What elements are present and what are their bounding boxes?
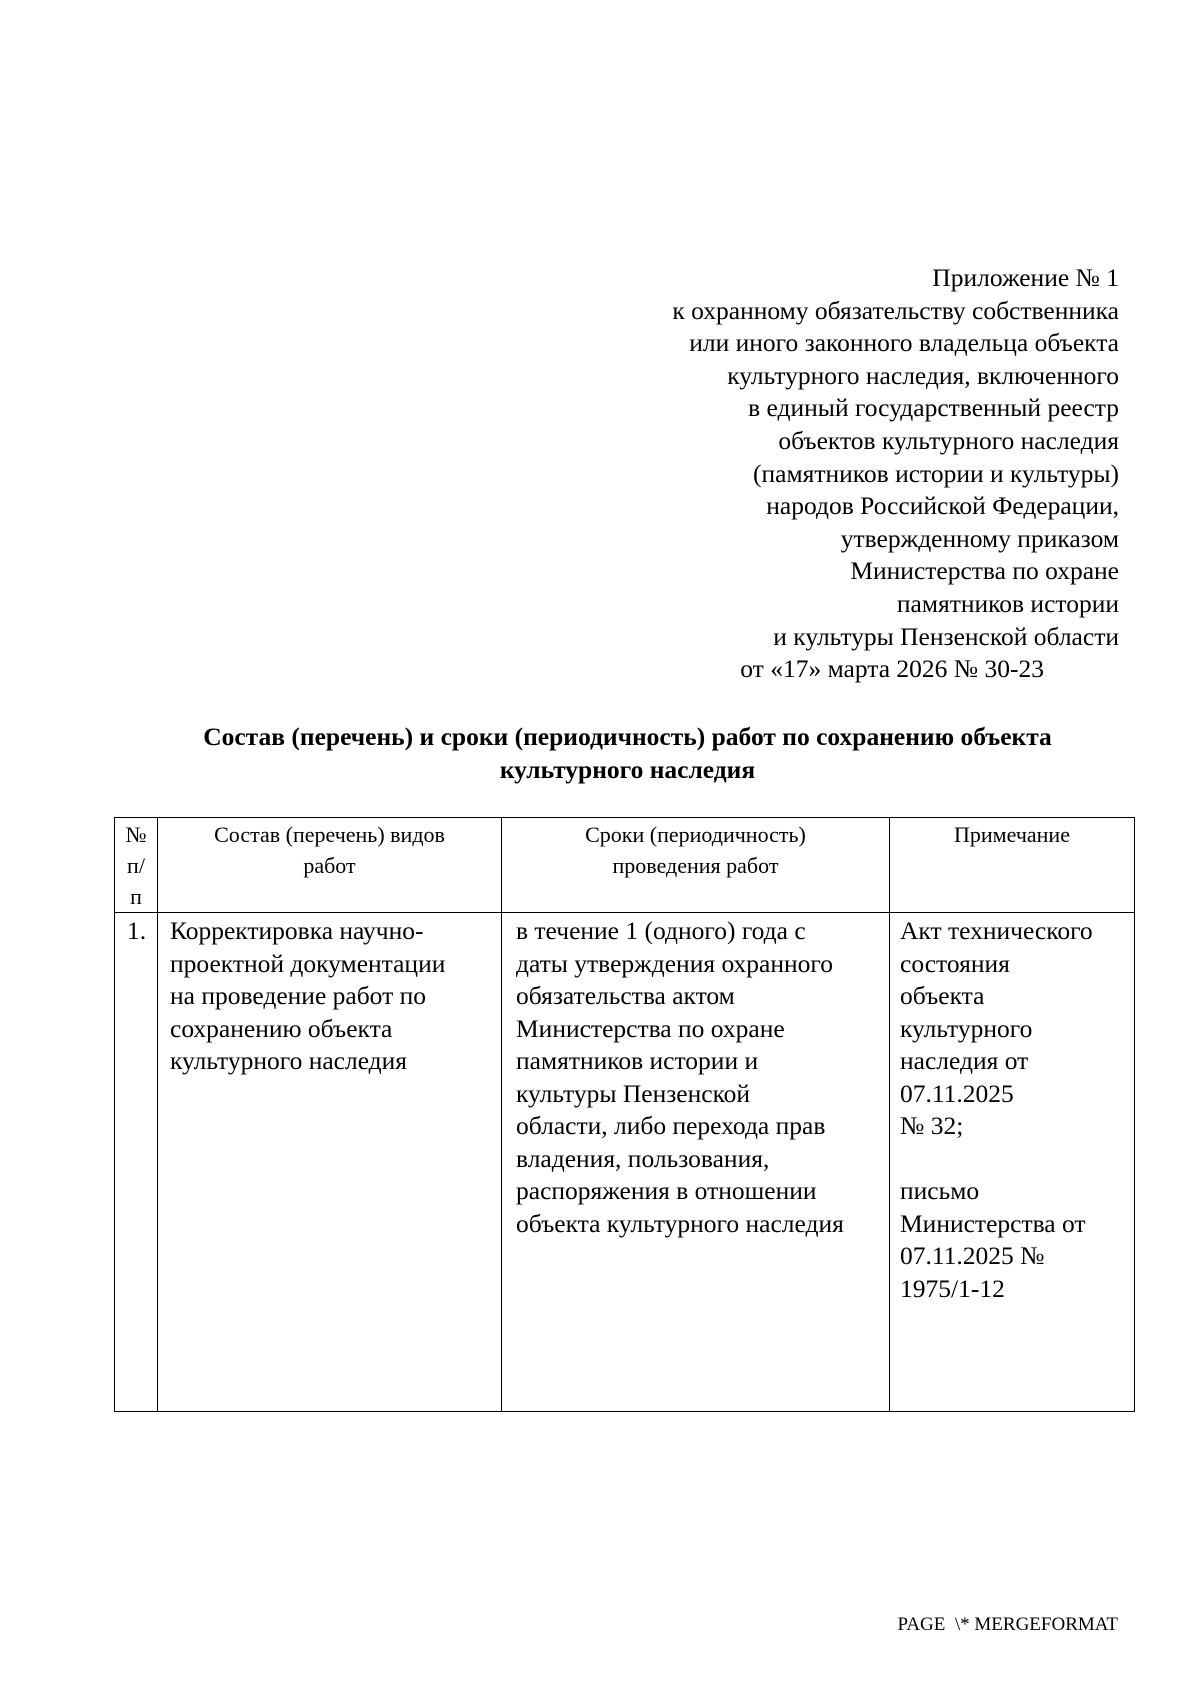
document-title [114,720,1141,786]
appendix-line: объектов культурного наследия [778,425,1119,455]
appendix-line: Приложение № 1 [932,263,1119,292]
cell-note: Акт технического состояния объекта культурного наследия от 07.11.2025 № 32; письмо Министерства от 07.11.2025 № 1975/1-12 [890,913,1135,1412]
appendix-date-line: от «17» марта 2026 № 30-23 [740,654,1044,684]
appendix-line: и культуры Пензенской области [773,621,1119,651]
header-works: Состав (перечень) видов работ [158,818,502,913]
appendix-line: в единый государственный реестр [748,393,1119,423]
appendix-line: или иного законного владельца объекта [689,328,1119,358]
header-note: Примечание [890,818,1135,913]
page-footer-field: PAGE \* MERGEFORMAT [897,1614,1118,1635]
appendix-block [519,262,1119,686]
appendix-line: к охранному обязательству собственника [672,295,1119,325]
appendix-line: Министерства по охране [850,556,1119,586]
title-line: Состав (перечень) и сроки (периодичность) работ по сохранению объекта [203,722,1052,751]
cell-works: Корректировка научно- проектной документации на проведение работ по сохранению объекта культурного наследия [158,913,502,1412]
header-terms: Сроки (периодичность) проведения работ [502,818,890,913]
title-line: культурного наследия [499,755,756,784]
appendix-line: культурного наследия, включенного [727,360,1119,390]
cell-number: 1. [115,913,158,1412]
note-spacer [900,1143,1130,1176]
header-number: № п/ п [115,818,158,913]
cell-terms: в течение 1 (одного) года с даты утверждения охранного обязательства актом Министерства по охране памятников истории и культуры Пензенской области, либо перехода прав владения, пользования, распоряжения в отношении объекта культурного наследия [502,913,890,1412]
table-row [115,913,1135,1412]
works-table [114,817,1135,1412]
appendix-line: (памятников истории и культуры) [753,458,1119,488]
table-header-row [115,818,1135,913]
appendix-line: утвержденному приказом [840,523,1119,553]
appendix-line: памятников истории [896,588,1119,618]
appendix-line: народов Российской Федерации, [766,491,1119,521]
